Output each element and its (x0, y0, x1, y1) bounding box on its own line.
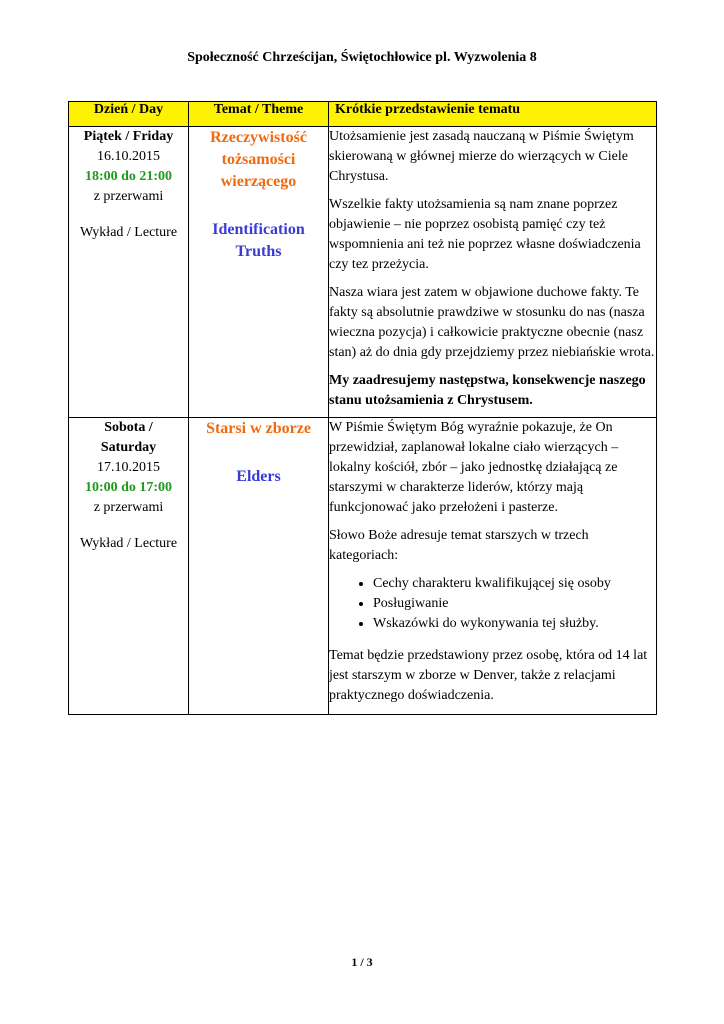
table-row (69, 418, 657, 715)
description-paragraph: Słowo Boże adresuje temat starszych w trzech kategoriach: (329, 528, 589, 563)
description-cell (329, 418, 657, 715)
session-type: Wykład / Lecture (79, 225, 178, 240)
theme-polish-line: tożsamości (221, 151, 296, 168)
day-cell (69, 418, 189, 715)
day-cell (69, 127, 189, 418)
table-row (69, 127, 657, 418)
theme-english (189, 219, 328, 263)
description-paragraph: W Piśmie Świętym Bóg wyraźnie pokazuje, że On przewidział, zaplanował lokalne ciało wierzących – lokalny kościół, zbór – jako jednostkę działającą ze starszymi w charakterze liderów, którzy mają funkcjonować jako przełożeni i pasterze. (329, 420, 619, 515)
description-paragraph: Temat będzie przedstawiony przez osobę, która od 14 lat jest starszym w zborze w Denver, także z relacjami praktycznego doświadczenia. (329, 648, 648, 703)
list-item: • Wskazówki do wykonywania tej służby. (373, 614, 656, 634)
description-bold-paragraph: My zaadresujemy następstwa, konsekwencje naszego stanu utożsamienia z Chrystusem. (329, 373, 646, 408)
header-day: Dzień / Day (69, 102, 189, 127)
break-note: z przerwami (93, 500, 164, 515)
day-name: Piątek / Friday (83, 129, 174, 144)
category-list (329, 574, 656, 634)
header-theme: Temat / Theme (189, 102, 329, 127)
description-paragraph: Nasza wiara jest zatem w objawione duchowe fakty. Te fakty są absolutnie prawdziwe w stosunku do nas (nasza wieczna pozycja) i całkowicie praktyczne obecnie (nasz stan) aż do dnia gdy przejdziemy przez niebiańskie wrota. (329, 285, 655, 360)
description-cell (329, 127, 657, 418)
theme-polish-line: wierzącego (220, 173, 297, 190)
theme-polish (189, 127, 328, 193)
theme-english-line: Truths (235, 243, 282, 260)
theme-cell (189, 127, 329, 418)
schedule-table (68, 101, 657, 715)
day-name (69, 418, 188, 458)
list-item: • Posługiwanie (373, 594, 656, 614)
theme-english: Elders (236, 468, 281, 485)
description-paragraph: Wszelkie fakty utożsamienia są nam znane poprzez objawienie – nie poprzez osobistą pamięć czy też wspomnienia ani też nie poprzez własne doświadczenia czy tez przeżycia. (329, 197, 641, 272)
break-note: z przerwami (93, 189, 164, 204)
description-paragraph: Utożsamienie jest zasadą nauczaną w Piśmie Świętym skierowaną w głównej mierze do wierzących w Ciele Chrystusa. (329, 129, 634, 184)
date: 17.10.2015 (97, 460, 160, 475)
page-title: Społeczność Chrześcijan, Świętochłowice pl. Wyzwolenia 8 (187, 50, 537, 65)
day-name-line: Sobota / (104, 420, 153, 435)
table-header-row (69, 102, 657, 127)
time-range: 10:00 do 17:00 (84, 480, 173, 495)
list-item: • Cechy charakteru kwalifikującej się osoby (373, 574, 656, 594)
header-description: Krótkie przedstawienie tematu (329, 102, 657, 127)
date: 16.10.2015 (97, 149, 160, 164)
day-name-line: Saturday (100, 440, 157, 455)
session-type: Wykład / Lecture (79, 536, 178, 551)
theme-polish: Starsi w zborze (206, 420, 311, 437)
theme-english-line: Identification (212, 221, 305, 238)
time-range: 18:00 do 21:00 (84, 169, 173, 184)
page-number: 1 / 3 (351, 955, 373, 969)
theme-cell (189, 418, 329, 715)
theme-polish-line: Rzeczywistość (210, 129, 307, 146)
